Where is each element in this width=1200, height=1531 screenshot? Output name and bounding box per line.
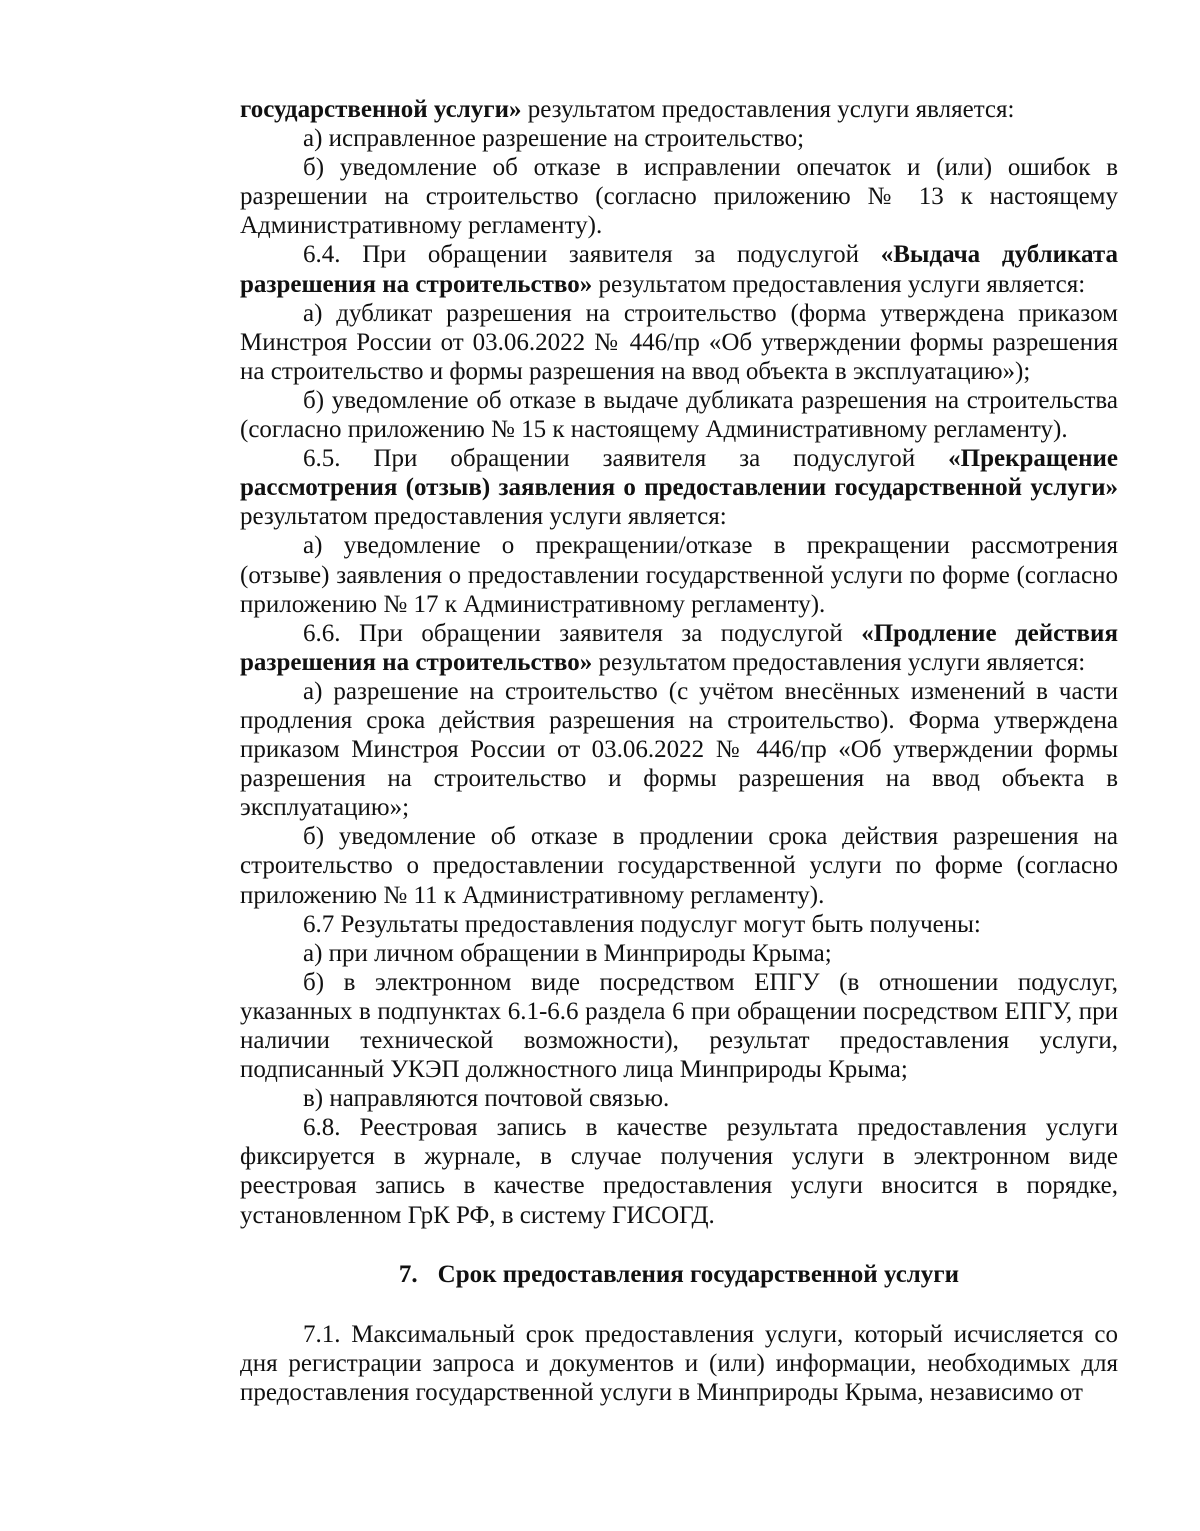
bold-text: «Прекращение рассмотрения (отзыв) заявления о предоставлении государственной услуги»: [240, 445, 1118, 502]
text-run: б) уведомление об отказе в исправлении опечаток и (или) ошибок в разрешении на строительство (согласно приложению № 13 к настоящему Административному регламенту).: [240, 154, 1118, 240]
text-run: в) направляются почтовой связью.: [303, 1085, 670, 1113]
text-run: результатом предоставления услуги является:: [521, 96, 1015, 123]
paragraph-p8: [240, 531, 1118, 618]
text-run: результатом предоставления услуги является:: [592, 270, 1086, 298]
bold-text: «Продление действия разрешения на строительство»: [240, 619, 1118, 676]
text-run: 6.4. При обращении заявителя за подуслугой: [303, 241, 881, 269]
text-run: результатом предоставления услуги является:: [240, 503, 727, 531]
paragraph-p1: [240, 95, 1118, 124]
text-run: а) разрешение на строительство (с учётом внесённых изменений в части продления срока действия разрешения на строительство). Форма утверждена приказом Минстроя России от 03.06.2022 № 446/пр «Об утверждении формы разрешения на строительство и формы разрешения на ввод объекта в эксплуатацию»;: [240, 677, 1118, 822]
paragraph-7-1: 7.1. Максимальный срок предоставления услуги, который исчисляется со дня регистрации запроса и документов и (или) информации, необходимых для предоставления государственной услуги в Минприроды Крыма, независимо от: [240, 1320, 1118, 1406]
document-page: [240, 95, 1118, 1407]
paragraph-p7: [240, 444, 1118, 531]
paragraph-p11: [240, 822, 1118, 909]
bold-text: государственной услуги»: [240, 96, 522, 123]
text-run: 6.6. При обращении заявителя за подуслугой: [303, 619, 862, 647]
section-title: Срок предоставления государственной услуги: [437, 1260, 960, 1288]
text-run: б) уведомление об отказе в продлении срока действия разрешения на строительство о предоставлении государственной услуги по форме (согласно приложению № 11 к Административному регламенту).: [240, 823, 1118, 909]
paragraph-p3: [240, 153, 1118, 240]
text-run: б) уведомление об отказе в выдаче дубликата разрешения на строительства (согласно приложению № 15 к настоящему Административному регламенту).: [240, 386, 1118, 444]
text-run: а) дубликат разрешения на строительство (форма утверждена приказом Минстроя России от 03.06.2022 № 446/пр «Об утверждении формы разрешения на строительство и формы разрешения на ввод объекта в эксплуатацию»);: [240, 299, 1118, 385]
document-body: [240, 95, 1118, 1230]
text-run: б) в электронном виде посредством ЕПГУ (в отношении подуслуг, указанных в подпунктах 6.1-6.6 раздела 6 при обращении посредством ЕПГУ, при наличии технической возможности), результат предоставления услуги, подписанный УКЭП должностного лица Минприроды Крыма;: [240, 968, 1118, 1084]
paragraph-p4: [240, 240, 1118, 298]
bold-text: «Выдача дубликата разрешения на строительство»: [240, 241, 1118, 298]
paragraph-p14: [240, 968, 1118, 1084]
paragraph-p12: [240, 910, 1118, 939]
text-run: а) уведомление о прекращении/отказе в прекращении рассмотрения (отзыве) заявления о предоставлении государственной услуги по форме (согласно приложению № 17 к Административному регламенту).: [240, 532, 1118, 618]
paragraph-p16: [240, 1113, 1118, 1229]
text-run: а) при личном обращении в Минприроды Крыма;: [303, 939, 832, 967]
paragraph-p6: [240, 386, 1118, 444]
section-heading: [240, 1260, 1118, 1289]
section-number: 7.: [398, 1260, 418, 1288]
paragraph-p9: [240, 619, 1118, 677]
text-run: 6.7 Результаты предоставления подуслуг могут быть получены:: [303, 910, 981, 938]
paragraph-p5: [240, 299, 1118, 386]
paragraph-p15: [240, 1084, 1118, 1113]
text-run: 6.5. При обращении заявителя за подуслугой: [303, 445, 949, 473]
text-run: а) исправленное разрешение на строительство;: [303, 125, 805, 153]
paragraph-p2: [240, 124, 1118, 153]
text-run: результатом предоставления услуги является:: [592, 648, 1086, 676]
text-run: 6.8. Реестровая запись в качестве результата предоставления услуги фиксируется в журнале, в случае получения услуги в электронном виде реестровая запись в качестве предоставления услуги вносится в порядке, установленном ГрК РФ, в систему ГИСОГД.: [240, 1114, 1118, 1229]
paragraph-p10: [240, 677, 1118, 822]
paragraph-p13: [240, 939, 1118, 968]
